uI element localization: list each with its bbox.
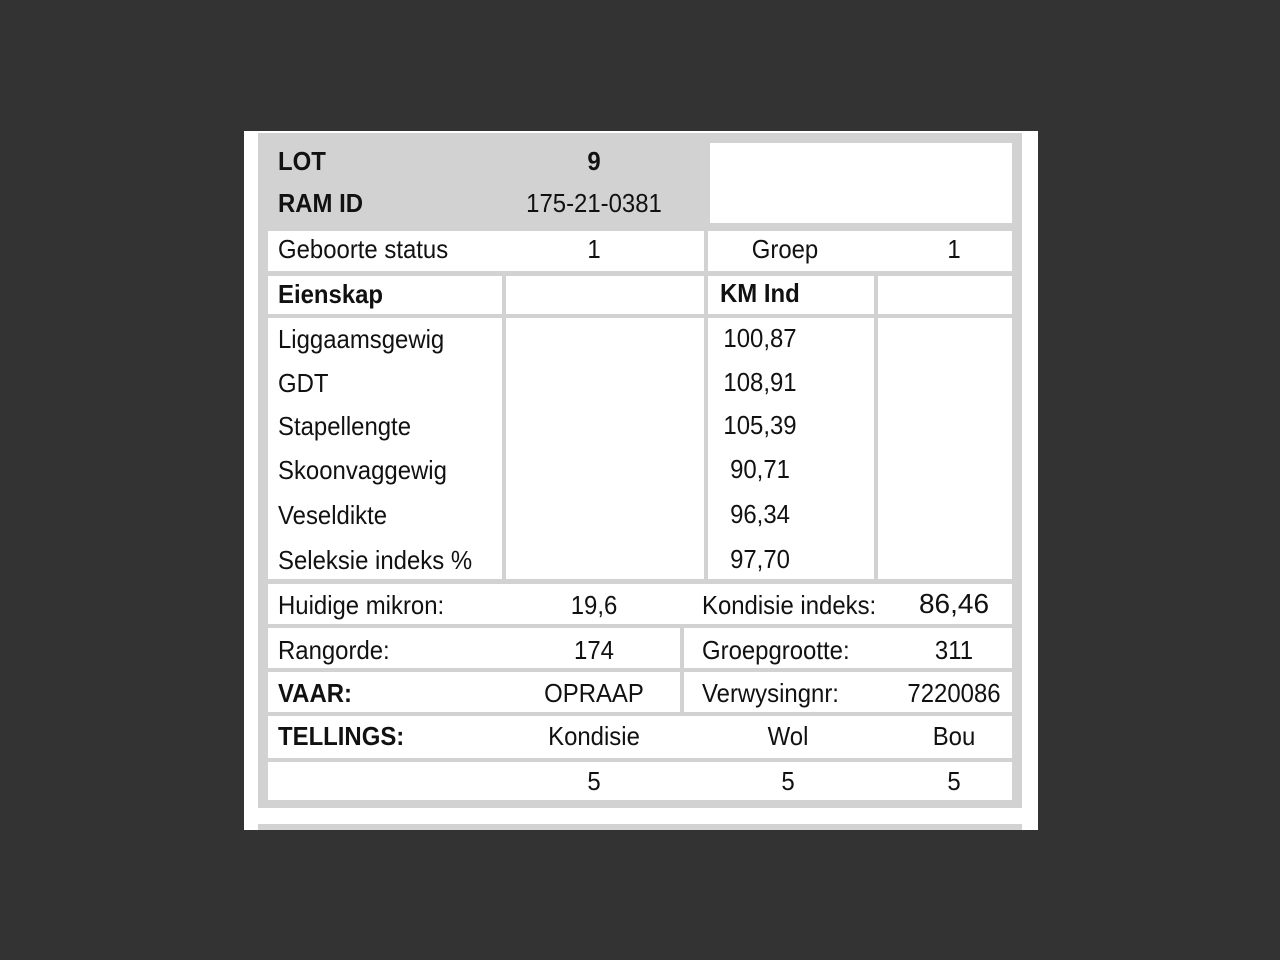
group-size-label: Groepgrootte:	[702, 635, 850, 665]
trait-name: GDT	[278, 368, 329, 398]
counts-build-header: Bou	[932, 721, 976, 751]
birth-status-label: Geboorte status	[278, 234, 449, 264]
group-size-value: 311	[934, 635, 974, 665]
reference-value: 7220086	[907, 678, 1001, 708]
sire-value: OPRAAP	[544, 678, 644, 708]
lot-label: LOT	[278, 146, 326, 176]
sire-label: VAAR:	[278, 678, 352, 708]
header-blank-box	[710, 143, 1012, 223]
next-card-edge	[258, 824, 1022, 830]
card-frame	[258, 133, 1022, 808]
counts-wool-header: Wol	[767, 721, 809, 751]
counts-build-value: 5	[947, 766, 961, 796]
trait-name: Seleksie indeks %	[278, 545, 473, 575]
trait-index-value: 100,87	[723, 323, 797, 353]
trait-name: Veseldikte	[278, 500, 388, 530]
trait-header-label: Eienskap	[278, 279, 384, 309]
rank-label: Rangorde:	[278, 635, 390, 665]
reference-label: Verwysingnr:	[702, 678, 839, 708]
trait-index-value: 97,70	[730, 544, 790, 574]
micron-label: Huidige mikron:	[278, 590, 445, 620]
counts-values-cell	[268, 762, 1012, 800]
trait-name: Liggaamsgewig	[278, 324, 445, 354]
ram-id-value: 175-21-0381	[526, 188, 662, 218]
group-label: Groep	[751, 234, 819, 264]
counts-condition-header: Kondisie	[548, 721, 640, 751]
index-blank-cell	[878, 318, 1012, 579]
counts-condition-value: 5	[587, 766, 601, 796]
ram-id-label: RAM ID	[278, 188, 364, 218]
birth-status-value: 1	[587, 234, 601, 264]
trait-name: Stapellengte	[278, 411, 411, 441]
trait-index-value: 96,34	[730, 499, 790, 529]
micron-value: 19,6	[570, 590, 618, 620]
group-value: 1	[947, 234, 961, 264]
condition-index-label: Kondisie indeks:	[702, 590, 877, 620]
trait-name: Skoonvaggewig	[278, 455, 447, 485]
trait-names-cell	[268, 318, 502, 579]
trait-blank-header-cell	[506, 276, 704, 314]
trait-index-value: 105,39	[723, 410, 797, 440]
trait-index-value: 90,71	[730, 454, 790, 484]
lot-value: 9	[587, 146, 601, 176]
counts-label: TELLINGS:	[278, 721, 405, 751]
index-header-label: KM Ind	[720, 278, 800, 308]
index-blank-header-cell	[878, 276, 1012, 314]
index-values-cell	[708, 318, 874, 579]
lot-card	[244, 131, 1038, 830]
condition-index-value: 86,46	[918, 588, 990, 619]
counts-wool-value: 5	[781, 766, 795, 796]
trait-blank-cell	[506, 318, 704, 579]
trait-index-value: 108,91	[723, 367, 797, 397]
rank-value: 174	[574, 635, 614, 665]
